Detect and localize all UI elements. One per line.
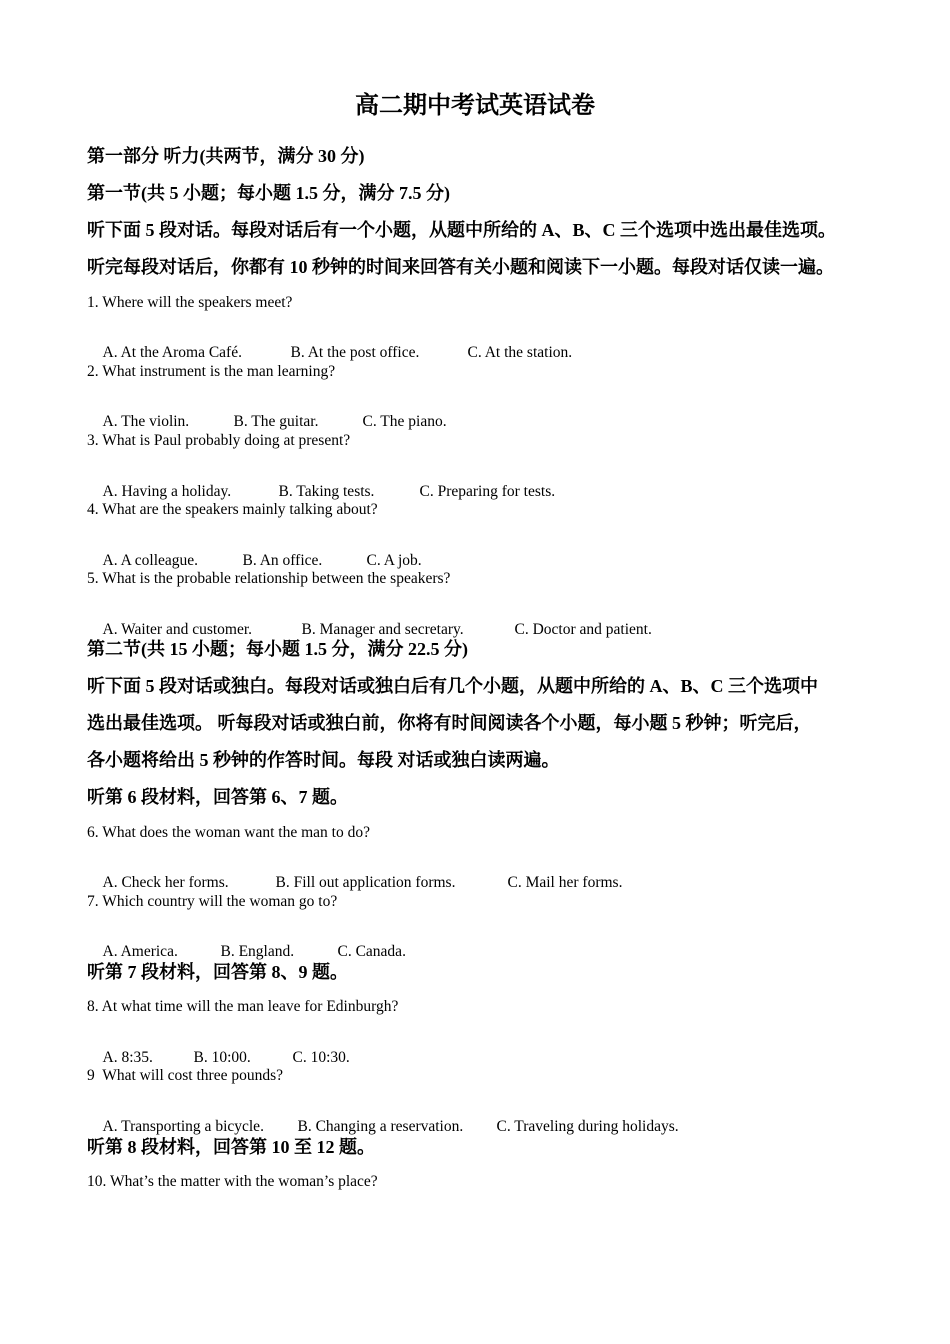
question-stem: 4. What are the speakers mainly talking about? [87, 501, 378, 518]
group-heading: 听第 7 段材料，回答第 8、9 题。 [87, 962, 348, 982]
question-stem: 2. What instrument is the man learning? [87, 363, 336, 380]
question-stem: 8. At what time will the man leave for Edinburgh? [87, 998, 399, 1015]
group-heading: 听第 6 段材料，回答第 6、7 题。 [87, 787, 348, 807]
option: C. Preparing for tests. [419, 482, 556, 500]
option: B. The guitar. [233, 412, 319, 430]
option: C. Doctor and patient. [514, 620, 652, 638]
option: A. A colleague. [102, 551, 199, 569]
option: B. An office. [242, 551, 323, 569]
option: C. The piano. [362, 412, 447, 430]
option: A. Check her forms. [102, 873, 229, 891]
option: C. A job. [366, 551, 422, 569]
question-stem: 6. What does the woman want the man to do? [87, 824, 370, 841]
question-stem: 3. What is Paul probably doing at present? [87, 432, 351, 449]
instruction-line: 听完每段对话后，你都有 10 秒钟的时间来回答有关小题和阅读下一小题。每段对话仅读一遍。 [87, 257, 834, 277]
option: A. Transporting a bicycle. [102, 1117, 264, 1135]
option: A. At the Aroma Café. [102, 343, 242, 361]
option: B. 10:00. [193, 1048, 251, 1066]
option: B. Fill out application forms. [275, 873, 456, 891]
option: C. 10:30. [292, 1048, 350, 1066]
question-stem: 7. Which country will the woman go to? [87, 893, 338, 910]
option: C. Canada. [337, 942, 406, 960]
section-heading: 第二节(共 15 小题；每小题 1.5 分，满分 22.5 分) [87, 639, 468, 659]
page-title: 高二期中考试英语试卷 [355, 93, 595, 119]
option: B. Taking tests. [278, 482, 375, 500]
option: B. Changing a reservation. [297, 1117, 464, 1135]
option: C. Traveling during holidays. [496, 1117, 679, 1135]
option: A. 8:35. [102, 1048, 153, 1066]
option: A. America. [102, 942, 178, 960]
instruction-line: 听下面 5 段对话。每段对话后有一个小题，从题中所给的 A、B、C 三个选项中选出最佳选项。 [87, 220, 836, 240]
option: B. At the post office. [290, 343, 420, 361]
option: B. Manager and secretary. [301, 620, 464, 638]
group-heading: 听第 8 段材料，回答第 10 至 12 题。 [87, 1137, 375, 1157]
question-stem: 9 What will cost three pounds? [87, 1067, 284, 1084]
option: A. The violin. [102, 412, 190, 430]
instruction-line: 听下面 5 段对话或独白。每段对话或独白后有几个小题，从题中所给的 A、B、C 三个选项中 [87, 676, 818, 696]
instruction-line: 各小题将给出 5 秒钟的作答时间。每段 对话或独白读两遍。 [87, 750, 560, 770]
option: C. Mail her forms. [507, 873, 623, 891]
part-heading: 第一部分 听力(共两节，满分 30 分) [87, 146, 365, 166]
question-stem: 5. What is the probable relationship between the speakers? [87, 570, 451, 587]
instruction-line: 选出最佳选项。 听每段对话或独白前，你将有时间阅读各个小题，每小题 5 秒钟；听完后， [87, 713, 812, 733]
option: B. England. [220, 942, 295, 960]
section-heading: 第一节(共 5 小题；每小题 1.5 分，满分 7.5 分) [87, 183, 450, 203]
option: C. At the station. [467, 343, 573, 361]
option: A. Having a holiday. [102, 482, 232, 500]
question-stem: 1. Where will the speakers meet? [87, 294, 293, 311]
option: A. Waiter and customer. [102, 620, 253, 638]
question-stem: 10. What’s the matter with the woman’s place? [87, 1173, 378, 1190]
